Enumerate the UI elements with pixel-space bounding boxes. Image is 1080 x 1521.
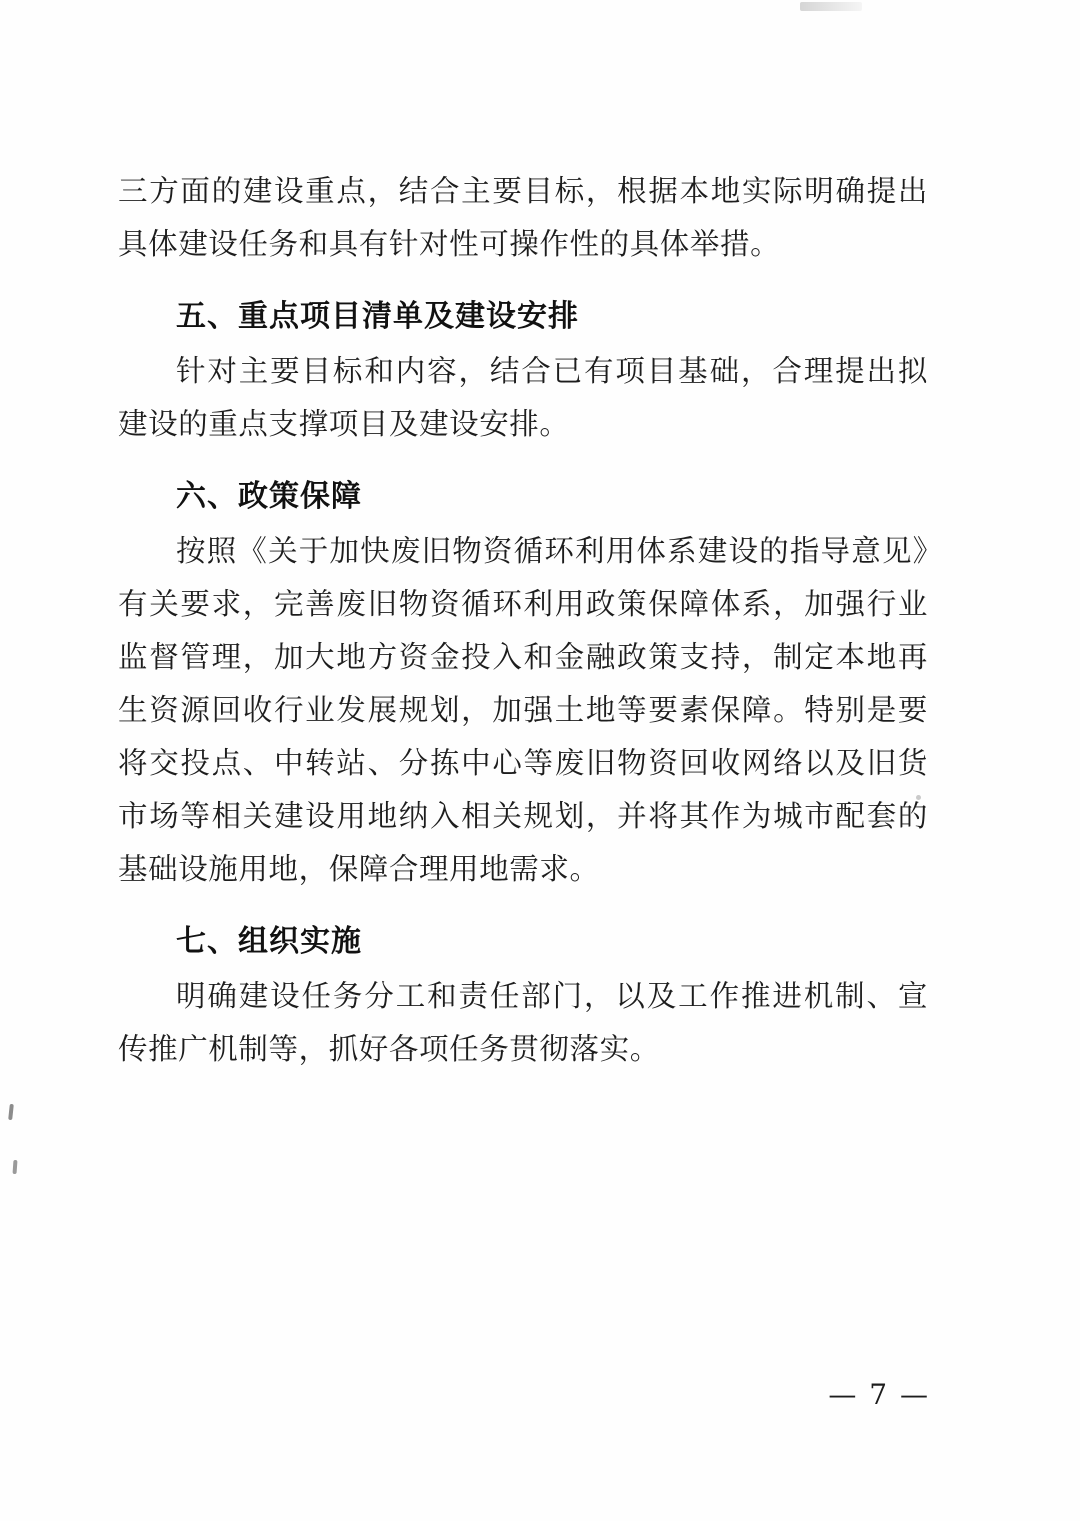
section-heading-five: 五、重点项目清单及建设安排 [176, 299, 579, 334]
paragraph-continuation: 三方面的建设重点，结合主要目标，根据本地实际明确提出具体建设任务和具有针对性可操作性的具体举措。 [118, 174, 928, 261]
section-heading-six: 六、政策保障 [176, 479, 362, 514]
page-number: — 7 — [828, 1378, 930, 1411]
document-body [118, 165, 928, 1080]
scan-artifact-left-upper [8, 1104, 14, 1120]
paragraph-section-six: 按照《关于加快废旧物资循环利用体系建设的指导意见》有关要求，完善废旧物资循环利用政策保障体系，加强行业监督管理，加大地方资金投入和金融政策支持，制定本地再生资源回收行业发展规划，加强土地等要素保障。特别是要将交投点、中转站、分拣中心等废旧物资回收网络以及旧货市场等相关建设用地纳入相关规划，并将其作为城市配套的基础设施用地，保障合理用地需求。 [118, 534, 928, 886]
scan-artifact-top [800, 2, 862, 11]
section-heading-seven: 七、组织实施 [176, 924, 362, 959]
paragraph-section-seven: 明确建设任务分工和责任部门，以及工作推进机制、宣传推广机制等，抓好各项任务贯彻落实。 [118, 979, 928, 1066]
paragraph-section-five: 针对主要目标和内容，结合已有项目基础，合理提出拟建设的重点支撑项目及建设安排。 [118, 354, 928, 441]
scan-artifact-left-lower [13, 1160, 18, 1174]
